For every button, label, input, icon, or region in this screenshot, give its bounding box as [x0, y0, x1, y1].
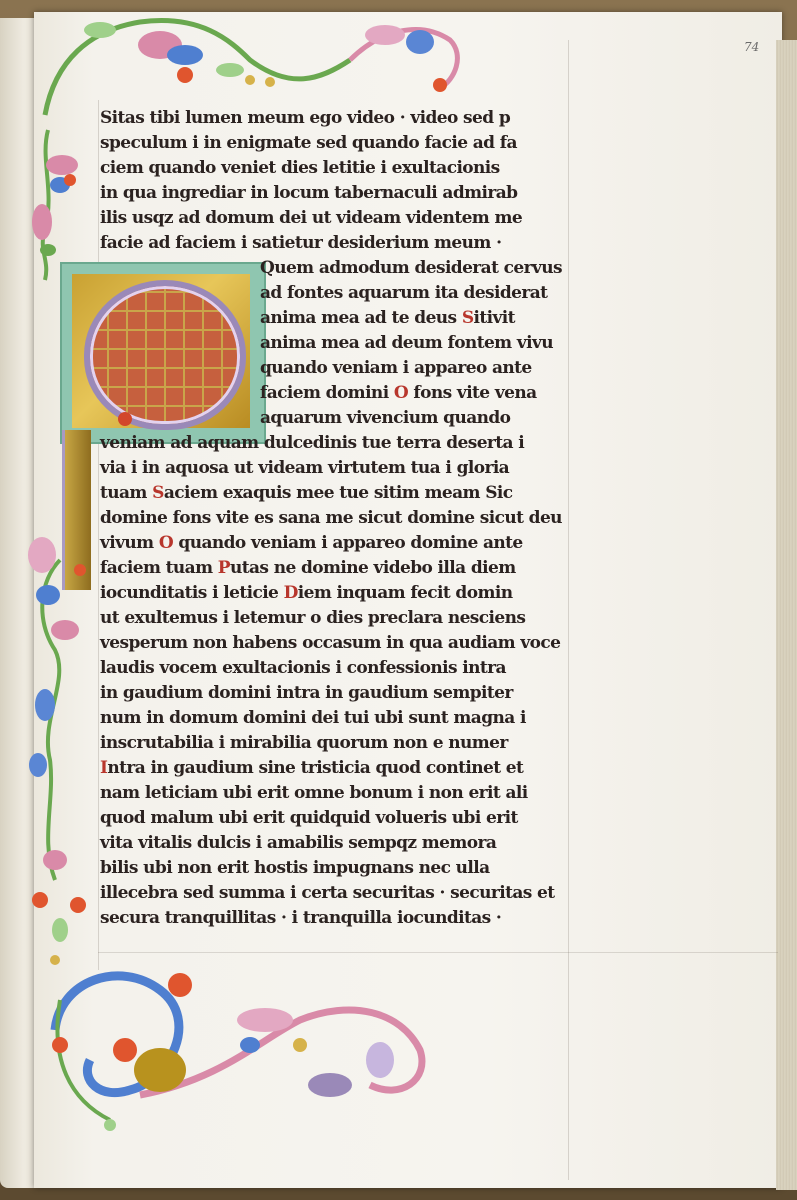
text-run: aciem exaquis mee tue sitim meam Sic — [163, 483, 513, 503]
folio-number: 74 — [744, 40, 760, 54]
text-run: veniam ad aquam dulcedinis tue terra deserta i — [100, 433, 525, 453]
text-line — [100, 106, 510, 131]
text-run: aquarum vivencium quando — [260, 408, 511, 428]
text-run: domine fons vite es sana me sicut domine sicut deu — [100, 508, 562, 528]
rubricated-letter: P — [217, 558, 230, 578]
left-upper-foliage-icon — [32, 130, 78, 280]
text-run: faciem domini — [260, 383, 394, 403]
text-run: bilis ubi non erit hostis impugnans nec ulla — [100, 858, 490, 878]
text-run: illecebra sed summa i certa securitas · securitas et — [100, 883, 555, 903]
text-run: vesperum non habens occasum in qua audiam voce — [100, 633, 561, 653]
text-run: vita vitalis dulcis i amabilis sempqz memora — [100, 833, 497, 853]
text-line — [100, 156, 500, 181]
text-run: secura tranquillitas · i tranquilla iocunditas · — [100, 908, 502, 928]
text-line — [100, 131, 517, 156]
text-line — [260, 406, 510, 431]
text-run: anima mea ad deum fontem vivu — [260, 333, 554, 353]
bottom-foliage-icon — [52, 973, 422, 1131]
text-run: quando veniam i appareo domine ante — [173, 533, 523, 553]
text-run: quando veniam i appareo ante — [260, 358, 532, 378]
rubricated-letter: I — [100, 758, 108, 778]
left-middle-foliage-icon — [28, 537, 86, 965]
text-run: num in domum domini dei tui ubi sunt magna i — [100, 708, 526, 728]
text-line — [260, 306, 515, 331]
text-run: in qua ingrediar in locum tabernaculi admirab — [100, 183, 518, 203]
rubricated-letter: D — [283, 583, 298, 603]
text-run: utas ne domine videbo illa diem — [229, 558, 516, 578]
text-run: inscrutabilia i mirabilia quorum non e numer — [100, 733, 508, 753]
text-line — [100, 631, 560, 656]
text-line — [100, 606, 525, 631]
text-run: in gaudium domini intra in gaudium sempiter — [100, 683, 513, 703]
top-foliage-icon — [45, 21, 457, 115]
text-line — [100, 456, 509, 481]
text-run: itivit — [473, 308, 515, 328]
text-line — [100, 806, 518, 831]
text-line — [100, 481, 512, 506]
text-line — [100, 731, 508, 756]
text-line — [100, 781, 528, 806]
text-run: ntra in gaudium sine tristicia quod continet et — [107, 758, 524, 778]
text-line — [100, 656, 506, 681]
text-line — [100, 506, 562, 531]
text-line — [100, 831, 496, 856]
text-line — [100, 431, 524, 456]
text-line — [100, 881, 555, 906]
text-line — [100, 856, 490, 881]
text-line — [100, 756, 523, 781]
text-line — [100, 231, 501, 256]
text-run: iem inquam fecit domin — [297, 583, 513, 603]
text-run: anima mea ad te deus — [260, 308, 462, 328]
text-run: via i in aquosa ut videam virtutem tua i gloria — [100, 458, 510, 478]
rubricated-letter: S — [152, 483, 164, 503]
text-line — [260, 331, 553, 356]
text-line — [100, 181, 517, 206]
text-line — [260, 356, 532, 381]
text-run: laudis vocem exultacionis i confessionis intra — [100, 658, 506, 678]
rubricated-letter: S — [461, 308, 474, 328]
text-run: ut exultemus i letemur o dies preclara nesciens — [100, 608, 526, 628]
text-run: fons vite vena — [408, 383, 537, 403]
text-line — [100, 706, 526, 731]
text-line — [260, 256, 562, 281]
text-line — [260, 381, 537, 406]
rubricated-letter: O — [393, 383, 409, 403]
text-run: quod malum ubi erit quidquid volueris ubi erit — [100, 808, 518, 828]
text-line — [100, 681, 513, 706]
text-run: faciem tuam — [100, 558, 218, 578]
text-run: facie ad faciem i satietur desiderium meum · — [100, 233, 502, 253]
text-run: ciem quando veniet dies letitie i exultacionis — [100, 158, 500, 178]
text-run: iocunditatis i leticie — [100, 583, 284, 603]
text-run: Quem admodum desiderat cervus — [260, 258, 562, 278]
text-run: Sitas tibi lumen meum ego video · video sed p — [100, 108, 511, 128]
text-line — [260, 281, 547, 306]
text-line — [100, 581, 512, 606]
text-run: ad fontes aquarum ita desiderat — [260, 283, 548, 303]
text-run: speculum i in enigmate sed quando facie ad fa — [100, 133, 517, 153]
text-run: ilis usqz ad domum dei ut videam videntem me — [100, 208, 523, 228]
rubricated-letter: O — [158, 533, 174, 553]
text-run: tuam — [100, 483, 153, 503]
text-line — [100, 531, 523, 556]
text-run: nam leticiam ubi erit omne bonum i non erit ali — [100, 783, 528, 803]
text-line — [100, 206, 522, 231]
text-line — [100, 556, 516, 581]
text-run: vivum — [100, 533, 159, 553]
text-line — [100, 906, 501, 931]
